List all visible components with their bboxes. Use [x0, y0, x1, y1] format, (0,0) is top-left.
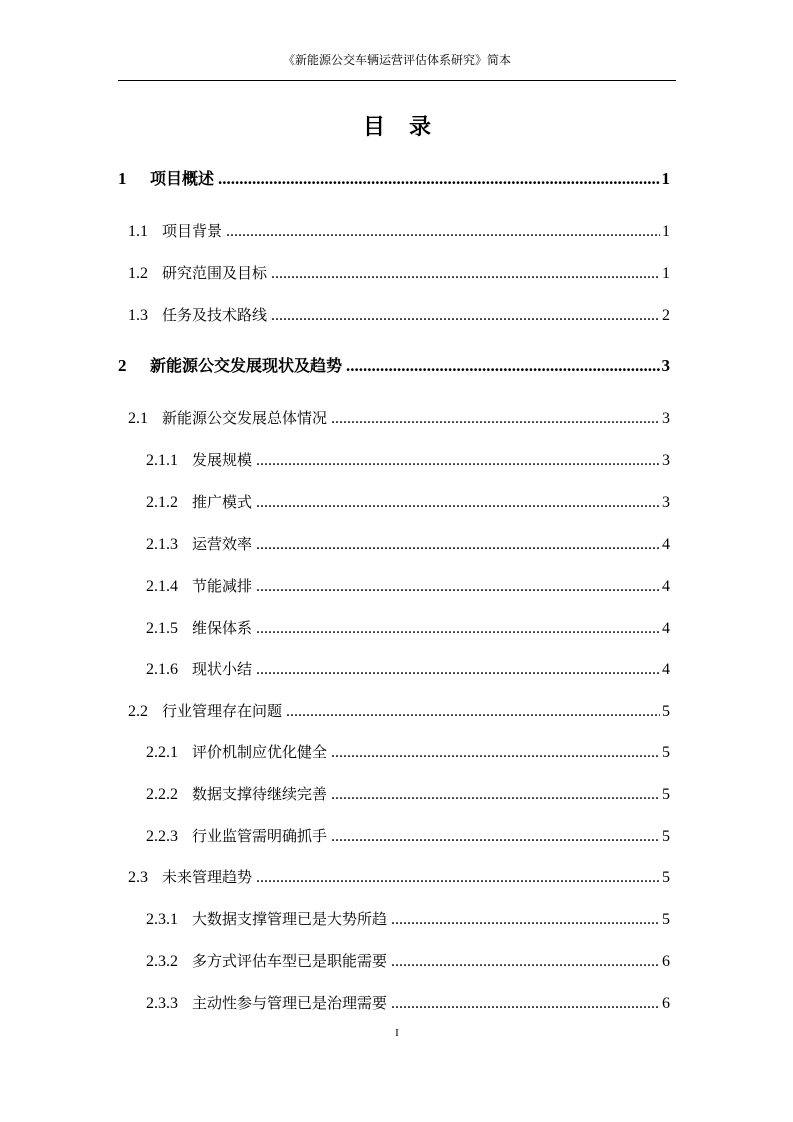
- toc-entry-2-1-2[interactable]: [118, 491, 670, 514]
- toc-entry-2[interactable]: [118, 355, 670, 377]
- toc-entry-label: 推广模式: [192, 493, 253, 511]
- toc-entry-number: 2.3.3: [146, 995, 178, 1012]
- toc-entry-page: 1: [661, 169, 670, 188]
- toc-entry-page: 3: [662, 494, 670, 511]
- toc-entry-label: 评价机制应优化健全: [192, 743, 328, 761]
- toc-entry-page: 1: [662, 223, 670, 240]
- toc-dot-leader: [331, 408, 660, 430]
- toc-dot-leader: [346, 355, 659, 377]
- toc-entry-number: 2.1.3: [146, 536, 178, 553]
- toc-entry-2-2-3[interactable]: [118, 825, 670, 848]
- toc-entry-page: 4: [662, 620, 670, 637]
- toc-entry-label: 未来管理趋势: [162, 868, 253, 886]
- toc-entry-label: 行业监管需明确抓手: [192, 827, 328, 845]
- toc-entry-page: 3: [661, 356, 670, 375]
- toc-entry-label: 运营效率: [192, 535, 253, 553]
- toc-entry-page: 4: [662, 578, 670, 595]
- toc-entry-number: 2.2: [128, 703, 148, 720]
- toc-entry-number: 2.1.1: [146, 452, 178, 469]
- toc-entry-page: 5: [662, 786, 670, 803]
- running-header: 《新能源公交车辆运营评估体系研究》简本: [282, 53, 511, 67]
- toc-entry-label: 项目背景: [162, 222, 223, 240]
- toc-entry-2-2[interactable]: [118, 700, 670, 723]
- toc-entry-number: 1.1: [128, 223, 148, 240]
- toc-entry-label: 行业管理存在问题: [162, 702, 283, 720]
- toc-entry-1-1[interactable]: [118, 220, 670, 243]
- toc-dot-leader: [331, 826, 660, 848]
- toc-entry-label: 多方式评估车型已是职能需要: [192, 952, 388, 970]
- toc-entry-label: 项目概述: [150, 169, 215, 188]
- toc-entry-number: 2.2.1: [146, 744, 178, 761]
- toc-entry-number: 2.3.2: [146, 953, 178, 970]
- toc-entry-label: 研究范围及目标: [162, 264, 268, 282]
- toc-entry-page: 3: [662, 452, 670, 469]
- toc-dot-leader: [256, 534, 660, 556]
- toc-entry-2-1-6[interactable]: [118, 658, 670, 681]
- toc-entry-page: 3: [662, 410, 670, 427]
- toc-entry-2-1-3[interactable]: [118, 533, 670, 556]
- toc-dot-leader: [271, 305, 660, 327]
- toc-entry-1[interactable]: [118, 168, 670, 190]
- toc-dot-leader: [256, 492, 660, 514]
- toc-entry-label: 数据支撑待继续完善: [192, 785, 328, 803]
- toc-entry-label: 现状小结: [192, 660, 253, 678]
- toc-entry-label: 发展规模: [192, 451, 253, 469]
- toc-dot-leader: [256, 867, 660, 889]
- toc-entry-page: 4: [662, 536, 670, 553]
- toc-entry-label: 主动性参与管理已是治理需要: [192, 994, 388, 1012]
- toc-entry-2-3-2[interactable]: [118, 950, 670, 973]
- toc-dot-leader: [256, 576, 660, 598]
- toc-entry-number: 1.2: [128, 265, 148, 282]
- toc-entry-2-1-5[interactable]: [118, 617, 670, 640]
- toc-entry-number: 2.1.5: [146, 620, 178, 637]
- toc-entry-number: 2.2.3: [146, 828, 178, 845]
- toc-entry-2-1-4[interactable]: [118, 575, 670, 598]
- toc-entry-label: 新能源公交发展现状及趋势: [150, 356, 343, 375]
- toc-dot-leader: [391, 993, 660, 1015]
- toc-entry-page: 5: [662, 744, 670, 761]
- toc-dot-leader: [331, 742, 660, 764]
- toc-entry-number: 2.1.2: [146, 494, 178, 511]
- toc-entry-2-3-1[interactable]: [118, 908, 670, 931]
- toc-entry-number: 2.1.6: [146, 661, 178, 678]
- toc-entry-2-2-2[interactable]: [118, 783, 670, 806]
- toc-dot-leader: [271, 263, 660, 285]
- toc-entry-2-2-1[interactable]: [118, 741, 670, 764]
- toc-entry-number: 2.1.4: [146, 578, 178, 595]
- toc-dot-leader: [256, 659, 660, 681]
- toc-entry-page: 4: [662, 661, 670, 678]
- toc-dot-leader: [218, 168, 659, 190]
- toc-dot-leader: [256, 450, 660, 472]
- toc-dot-leader: [331, 784, 660, 806]
- toc-entry-1-3[interactable]: [118, 304, 670, 327]
- toc-entry-page: 6: [662, 995, 670, 1012]
- toc-entry-number: 1.3: [128, 307, 148, 324]
- toc-entry-page: 2: [662, 307, 670, 324]
- toc-title: 目录: [362, 114, 455, 140]
- toc-dot-leader: [256, 618, 660, 640]
- toc-dot-leader: [286, 701, 660, 723]
- toc-entry-2-1-1[interactable]: [118, 449, 670, 472]
- toc-entry-page: 6: [662, 953, 670, 970]
- toc-entry-2-1[interactable]: [118, 407, 670, 430]
- toc-entry-label: 维保体系: [192, 619, 253, 637]
- toc-entry-page: 5: [662, 703, 670, 720]
- toc-dot-leader: [226, 221, 660, 243]
- toc-entry-label: 节能减排: [192, 577, 253, 595]
- toc-entry-number: 2: [118, 356, 127, 375]
- toc-entry-number: 2.2.2: [146, 786, 178, 803]
- toc-entry-page: 1: [662, 265, 670, 282]
- toc-entry-label: 大数据支撑管理已是大势所趋: [192, 910, 388, 928]
- toc-entry-2-3-3[interactable]: [118, 992, 670, 1015]
- header-rule: [118, 80, 676, 81]
- toc-entry-label: 任务及技术路线: [162, 306, 268, 324]
- toc-entry-page: 5: [662, 911, 670, 928]
- page-number: I: [395, 1027, 399, 1039]
- toc-entry-page: 5: [662, 828, 670, 845]
- toc-entry-number: 2.3.1: [146, 911, 178, 928]
- toc-entry-number: 1: [118, 169, 127, 188]
- toc-entry-label: 新能源公交发展总体情况: [162, 409, 328, 427]
- toc-dot-leader: [391, 909, 660, 931]
- toc-entry-number: 2.1: [128, 410, 148, 427]
- toc-dot-leader: [391, 951, 660, 973]
- toc-entry-page: 5: [662, 869, 670, 886]
- toc-entry-number: 2.3: [128, 869, 148, 886]
- toc-entry-2-3[interactable]: [118, 866, 670, 889]
- toc-entry-1-2[interactable]: [118, 262, 670, 285]
